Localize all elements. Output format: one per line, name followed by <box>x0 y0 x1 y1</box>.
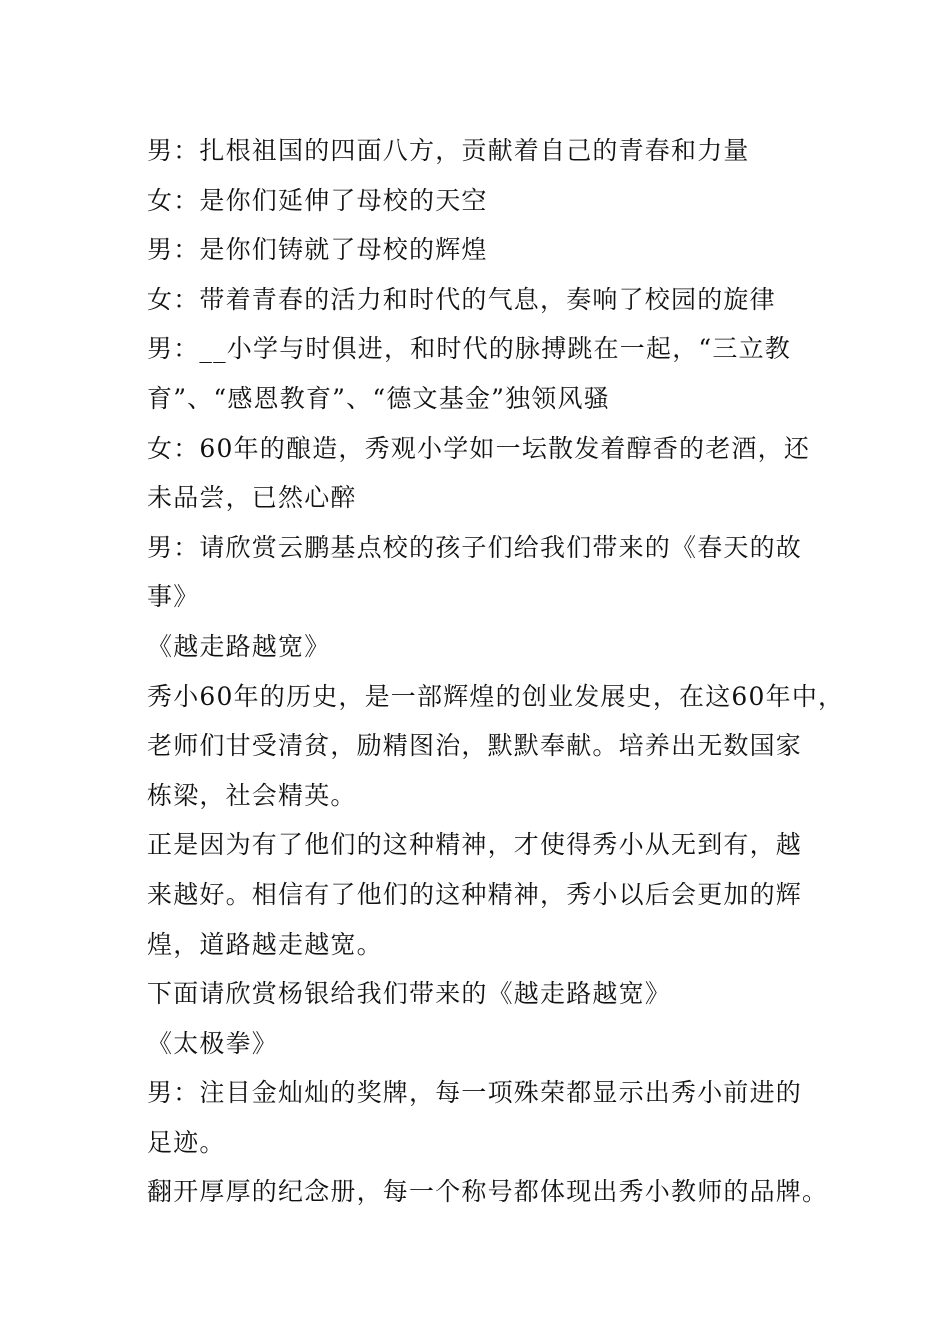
text-line: 煌，道路越走越宽。 <box>147 929 383 959</box>
text-line: 男：扎根祖国的四面八方，贡献着自己的青春和力量 <box>147 136 750 165</box>
program-title: 《太极拳》 <box>147 1028 279 1058</box>
document-body <box>147 126 845 1217</box>
text-line: 女：60年的酿造，秀观小学如一坛散发着醇香的老酒，还 <box>147 433 811 463</box>
text-line: 老师们甘受清贫，励精图治，默默奉献。培养出无数国家 <box>147 731 803 761</box>
text-line: 正是因为有了他们的这种精神，才使得秀小从无到有，越 <box>147 830 803 860</box>
text-line: 来越好。相信有了他们的这种精神，秀小以后会更加的辉 <box>147 879 803 909</box>
text-line: 女：带着青春的活力和时代的气息，奏响了校园的旋律 <box>147 284 776 314</box>
text-line: 男：__小学与时俱进，和时代的脉搏跳在一起，“三立教 <box>147 334 791 364</box>
text-line: 足迹。 <box>147 1127 226 1157</box>
text-line: 未品尝，已然心醉 <box>147 483 357 513</box>
text-line: 秀小60年的历史，是一部辉煌的创业发展史，在这60年中， <box>147 681 845 711</box>
text-line: 育”、“感恩教育”、“德文基金”独领风骚 <box>147 383 610 413</box>
text-line: 男：是你们铸就了母校的辉煌 <box>147 235 488 265</box>
text-line: 男：注目金灿灿的奖牌，每一项殊荣都显示出秀小前进的 <box>147 1078 803 1108</box>
text-line: 事》 <box>147 582 200 612</box>
text-line: 女：是你们延伸了母校的天空 <box>147 185 488 215</box>
program-title: 《越走路越宽》 <box>147 631 331 661</box>
text-line: 男：请欣赏云鹏基点校的孩子们给我们带来的《春天的故 <box>147 532 803 562</box>
text-line: 栋梁，社会精英。 <box>147 780 357 810</box>
text-line: 下面请欣赏杨银给我们带来的《越走路越宽》 <box>147 979 672 1009</box>
text-line: 翻开厚厚的纪念册，每一个称号都体现出秀小教师的品牌。 <box>147 1177 829 1207</box>
